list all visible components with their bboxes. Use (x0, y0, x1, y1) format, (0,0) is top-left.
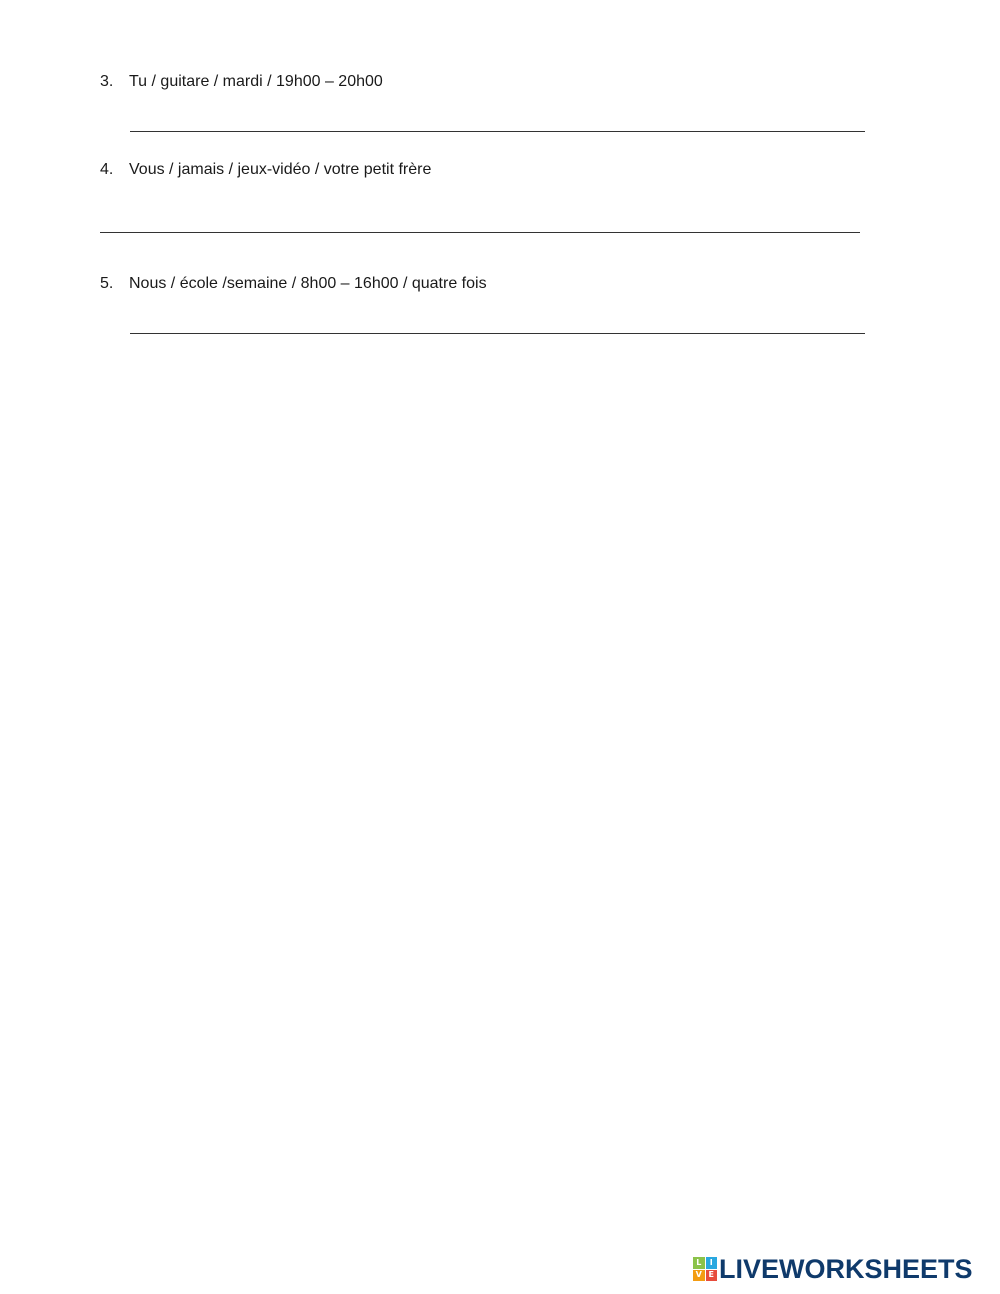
liveworksheets-brand (693, 1256, 973, 1282)
question-3-number: 3. (100, 73, 114, 90)
brand-name: LIVEWORKSHEETS (719, 1254, 973, 1284)
answer-line-4[interactable] (100, 232, 860, 233)
question-4-prompt: Vous / jamais / jeux-vidéo / votre petit frère (129, 161, 432, 178)
answer-line-5[interactable] (130, 333, 865, 334)
question-4 (100, 160, 431, 180)
logo-letter-v: V (693, 1270, 705, 1282)
logo-letter-i: I (706, 1257, 718, 1269)
logo-letter-l: L (693, 1257, 705, 1269)
logo-letter-e: E (706, 1270, 718, 1282)
answer-line-3[interactable] (130, 131, 865, 132)
question-5 (100, 274, 487, 294)
question-3 (100, 72, 383, 92)
question-4-number: 4. (100, 161, 114, 178)
question-5-prompt: Nous / école /semaine / 8h00 – 16h00 / quatre fois (129, 275, 487, 292)
liveworksheets-logo-icon (693, 1257, 717, 1281)
question-5-number: 5. (100, 275, 114, 292)
question-3-prompt: Tu / guitare / mardi / 19h00 – 20h00 (129, 73, 383, 90)
